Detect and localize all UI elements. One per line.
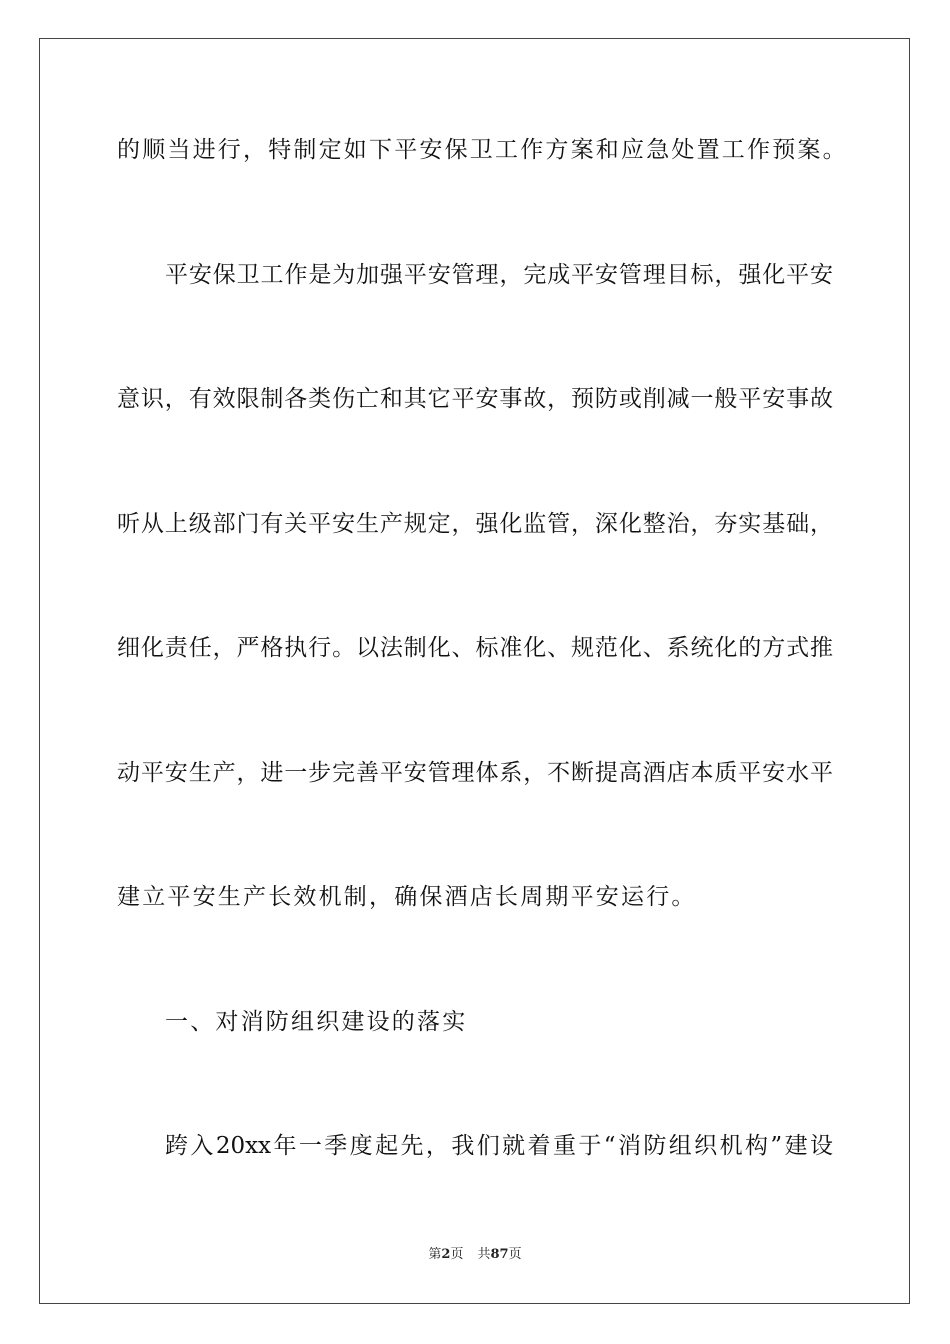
footer-total-suffix: 页	[508, 1247, 522, 1262]
text-line-6: 动平安生产，进一步完善平安管理体系，不断提高酒店本质平安水平	[117, 760, 833, 786]
text-line-3: 意识，有效限制各类伤亡和其它平安事故，预防或削减一般平安事故	[117, 386, 833, 412]
text-line-9: 跨入20xx年一季度起先，我们就着重于“消防组织机构”建设	[165, 1133, 833, 1159]
footer-page-prefix: 第	[428, 1247, 442, 1262]
section-heading: 一、对消防组织建设的落实	[165, 1009, 468, 1035]
text-line-2: 平安保卫工作是为加强平安管理，完成平安管理目标，强化平安	[165, 262, 833, 288]
footer-page-suffix: 页	[450, 1247, 464, 1262]
footer-page-number: 2	[441, 1247, 451, 1262]
text-line-5: 细化责任，严格执行。以法制化、标准化、规范化、系统化的方式推	[117, 635, 833, 661]
text-line-4: 听从上级部门有关平安生产规定，强化监管，深化整治，夯实基础，	[117, 511, 833, 537]
text-line-7: 建立平安生产长效机制，确保酒店长周期平安运行。	[117, 884, 697, 910]
text-line-1: 的顺当进行，特制定如下平安保卫工作方案和应急处置工作预案。	[117, 137, 848, 163]
page-footer	[0, 1246, 950, 1264]
footer-total-prefix: 共	[477, 1247, 491, 1262]
footer-total-pages: 87	[490, 1247, 509, 1262]
page-border	[39, 38, 910, 1304]
